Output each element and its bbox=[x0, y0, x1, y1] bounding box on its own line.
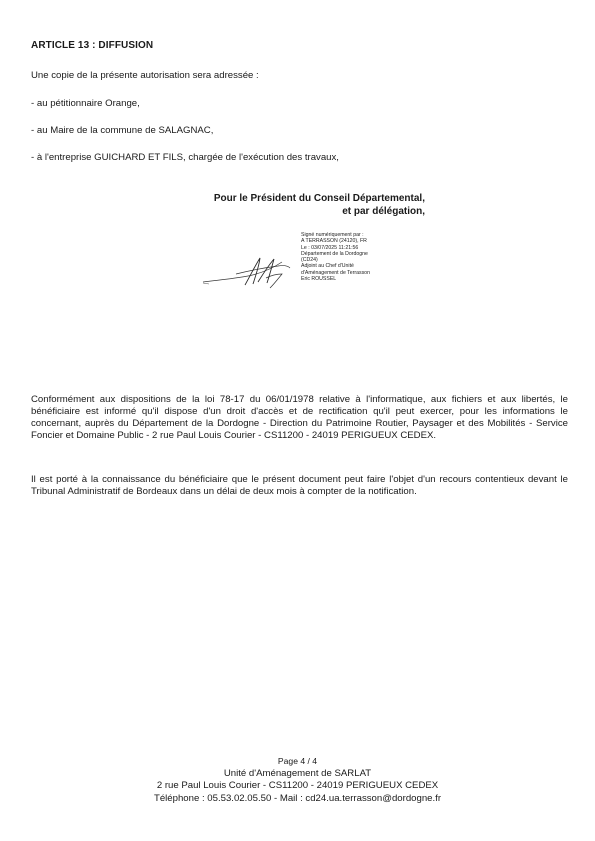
sig-meta-line: d'Aménagement de Terrasson bbox=[301, 269, 370, 276]
distribution-intro: Une copie de la présente autorisation sera adressée : bbox=[31, 70, 259, 81]
data-protection-notice: Conformément aux dispositions de la loi 78-17 du 06/01/1978 relative à l'informatique, aux fichiers et aux libertés, le bénéficiaire est informé qu'il dispose d'un droit d'accès et de rectification qu'il peut exercer, pour les informations le concernant, auprès du Département de la Dordogne - Direction du Patrimoine Routier, Paysager et des Mobilités - Service Foncier et Domaine Public - 2 rue Paul Louis Courier - CS11200 - 24019 PERIGUEUX CEDEX. bbox=[31, 394, 568, 441]
sig-meta-line: (CD24) bbox=[301, 257, 318, 264]
sig-meta-line: Eric ROUSSEL bbox=[301, 276, 337, 283]
legal-recourse-notice: Il est porté à la connaissance du bénéficiaire que le présent document peut faire l'objet d'un recours contentieux devant le Tribunal Administratif de Bordeaux dans un délai de deux mois à compter de la notification. bbox=[31, 474, 568, 497]
sig-meta-line: Signé numériquement par : bbox=[301, 232, 364, 238]
recipient-petitioner: - au pétitionnaire Orange, bbox=[31, 98, 140, 109]
signatory-line-1: Pour le Président du Conseil Départemental, bbox=[213, 193, 425, 204]
footer-address: 2 rue Paul Louis Courier - CS11200 - 24019 PERIGUEUX CEDEX bbox=[156, 780, 439, 791]
recipient-mayor: - au Maire de la commune de SALAGNAC, bbox=[31, 125, 214, 136]
electronic-signature-details bbox=[301, 232, 411, 282]
page-footer bbox=[0, 755, 595, 805]
recipient-contractor: - à l'entreprise GUICHARD ET FILS, chargée de l'exécution des travaux, bbox=[31, 152, 339, 163]
signatory-line-2: et par délégation, bbox=[342, 206, 425, 217]
handwritten-signature bbox=[200, 252, 295, 292]
footer-contact: Téléphone : 05.53.02.05.50 - Mail : cd24.ua.terrasson@dordogne.fr bbox=[153, 792, 442, 804]
sig-meta-line: Adjoint au Chef d'Unité bbox=[301, 263, 354, 270]
signatory-block bbox=[160, 192, 425, 218]
sig-meta-line: Département de la Dordogne bbox=[301, 250, 368, 257]
sig-meta-line: A TERRASSON (24120), FR bbox=[301, 238, 367, 245]
page-number: Page 4 / 4 bbox=[277, 756, 318, 766]
sig-meta-line: Le : 03/07/2025 11:21:56 bbox=[301, 244, 359, 251]
footer-unit: Unité d'Aménagement de SARLAT bbox=[223, 767, 372, 779]
article-title: ARTICLE 13 : DIFFUSION bbox=[31, 40, 154, 51]
